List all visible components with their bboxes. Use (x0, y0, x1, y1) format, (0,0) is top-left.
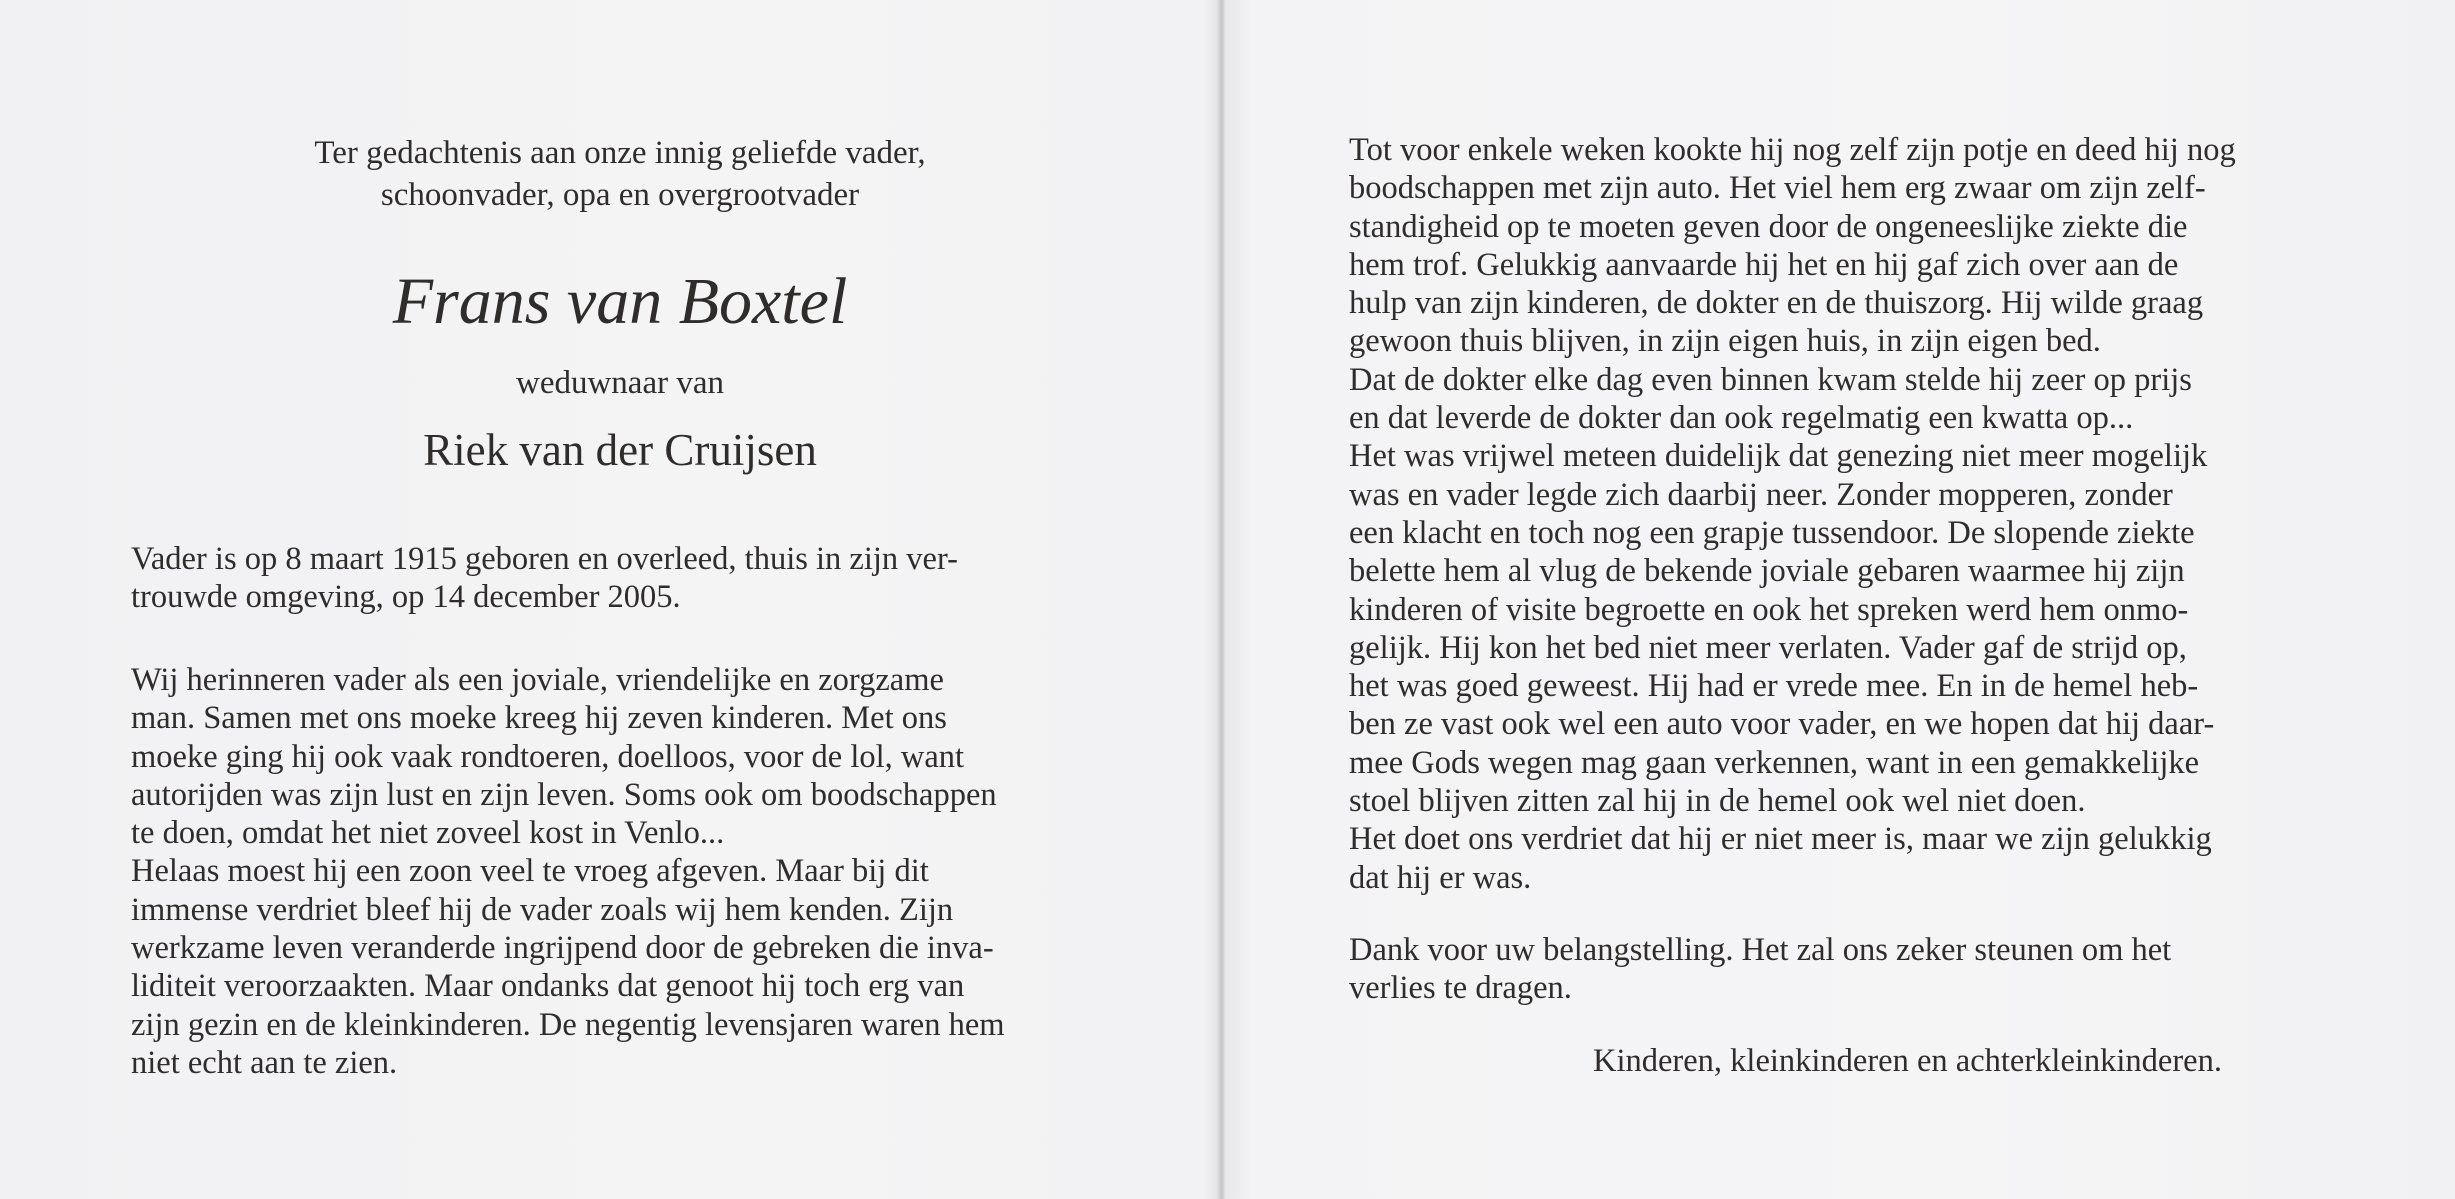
text-line: hulp van zijn kinderen, de dokter en de thuiszorg. Hij wilde graag (1349, 285, 2204, 322)
text-line: te doen, omdat het niet zoveel kost in Venlo... (131, 815, 725, 852)
text-line: een klacht en toch nog een grapje tussendoor. De slopende ziekte (1349, 514, 2195, 551)
text-line: en dat leverde de dokter dan ook regelmatig een kwatta op... (1349, 400, 2134, 437)
text-line: gewoon thuis blijven, in zijn eigen huis, in zijn eigen bed. (1349, 323, 2101, 360)
memory-paragraph (131, 661, 1119, 1082)
text-line: Helaas moest hij een zoon veel te vroeg afgeven. Maar bij dit (131, 853, 929, 890)
text-line: Wij herinneren vader als een joviale, vriendelijke en zorgzame (131, 662, 944, 698)
left-page (0, 0, 1220, 1199)
text-line: Tot voor enkele weken kookte hij nog zelf zijn potje en deed hij nog (1349, 132, 2236, 168)
text-line: niet echt aan te zien. (131, 1044, 398, 1081)
text-line: boodschappen met zijn auto. Het viel hem erg zwaar om zijn zelf- (1349, 170, 2206, 207)
text-line: autorijden was zijn lust en zijn leven. Soms ook om boodschappen (131, 776, 997, 813)
text-line: stoel blijven zitten zal hij in de hemel ook wel niet doen. (1349, 783, 2086, 820)
text-line: het was goed geweest. Hij had er vrede mee. En in de hemel heb- (1349, 668, 2199, 705)
text-line: Dank voor uw belangstelling. Het zal ons zeker steunen om het (1349, 932, 2172, 968)
birth-paragraph (131, 540, 1119, 617)
text-line: kinderen of visite begroette en ook het spreken werd hem onmo- (1349, 591, 2189, 628)
thanks-paragraph (1349, 931, 2337, 1008)
text-line: immense verdriet bleef hij de vader zoals wij hem kenden. Zijn (131, 891, 954, 928)
text-line: ben ze vast ook wel een auto voor vader, en we hopen dat hij daar- (1349, 706, 2215, 743)
text-line: man. Samen met ons moeke kreeg hij zeven kinderen. Met ons (131, 700, 947, 737)
deceased-name: Frans van Boxtel (392, 265, 848, 338)
text-line: moeke ging hij ook vaak rondtoeren, doelloos, voor de lol, want (131, 738, 965, 775)
dedication-intro (0, 132, 1240, 216)
text-line: dat hij er was. (1349, 859, 1532, 896)
spouse-name: Riek van der Cruijsen (423, 425, 817, 475)
story-paragraph (1349, 131, 2337, 897)
card-fold (1216, 0, 1226, 1199)
text-line: gelijk. Hij kon het bed niet meer verlaten. Vader gaf de strijd op, (1349, 629, 2187, 666)
text-line: mee Gods wegen mag gaan verkennen, want in een gemakkelijke (1349, 744, 2200, 781)
text-line: belette hem al vlug de bekende joviale gebaren waarmee hij zijn (1349, 553, 2185, 590)
text-line: standigheid op te moeten geven door de ongeneeslijke ziekte die (1349, 208, 2188, 245)
widower-label: weduwnaar van (516, 365, 724, 401)
intro-line: Ter gedachtenis aan onze innig geliefde vader, (314, 135, 926, 171)
intro-line: schoonvader, opa en overgrootvader (380, 177, 860, 213)
text-line: hem trof. Gelukkig aanvaarde hij het en hij gaf zich over aan de (1349, 246, 2179, 283)
text-line: was en vader legde zich daarbij neer. Zonder mopperen, zonder (1349, 476, 2173, 513)
text-line: verlies te dragen. (1349, 970, 1572, 1007)
text-line: Het was vrijwel meteen duidelijk dat genezing niet meer mogelijk (1349, 438, 2208, 475)
signature: Kinderen, kleinkinderen en achterkleinkinderen. (1593, 1043, 2222, 1079)
text-line: Vader is op 8 maart 1915 geboren en overleed, thuis in zijn ver- (131, 541, 958, 577)
text-line: liditeit veroorzaakten. Maar ondanks dat genoot hij toch erg van (131, 968, 965, 1005)
text-line: Dat de dokter elke dag even binnen kwam stelde hij zeer op prijs (1349, 361, 2192, 398)
text-line: zijn gezin en de kleinkinderen. De negentig levensjaren waren hem (131, 1006, 1005, 1043)
text-line: werkzame leven veranderde ingrijpend door de gebreken die inva- (131, 930, 994, 967)
text-line: Het doet ons verdriet dat hij er niet meer is, maar we zijn gelukkig (1349, 821, 2212, 858)
text-line: trouwde omgeving, op 14 december 2005. (131, 579, 681, 616)
